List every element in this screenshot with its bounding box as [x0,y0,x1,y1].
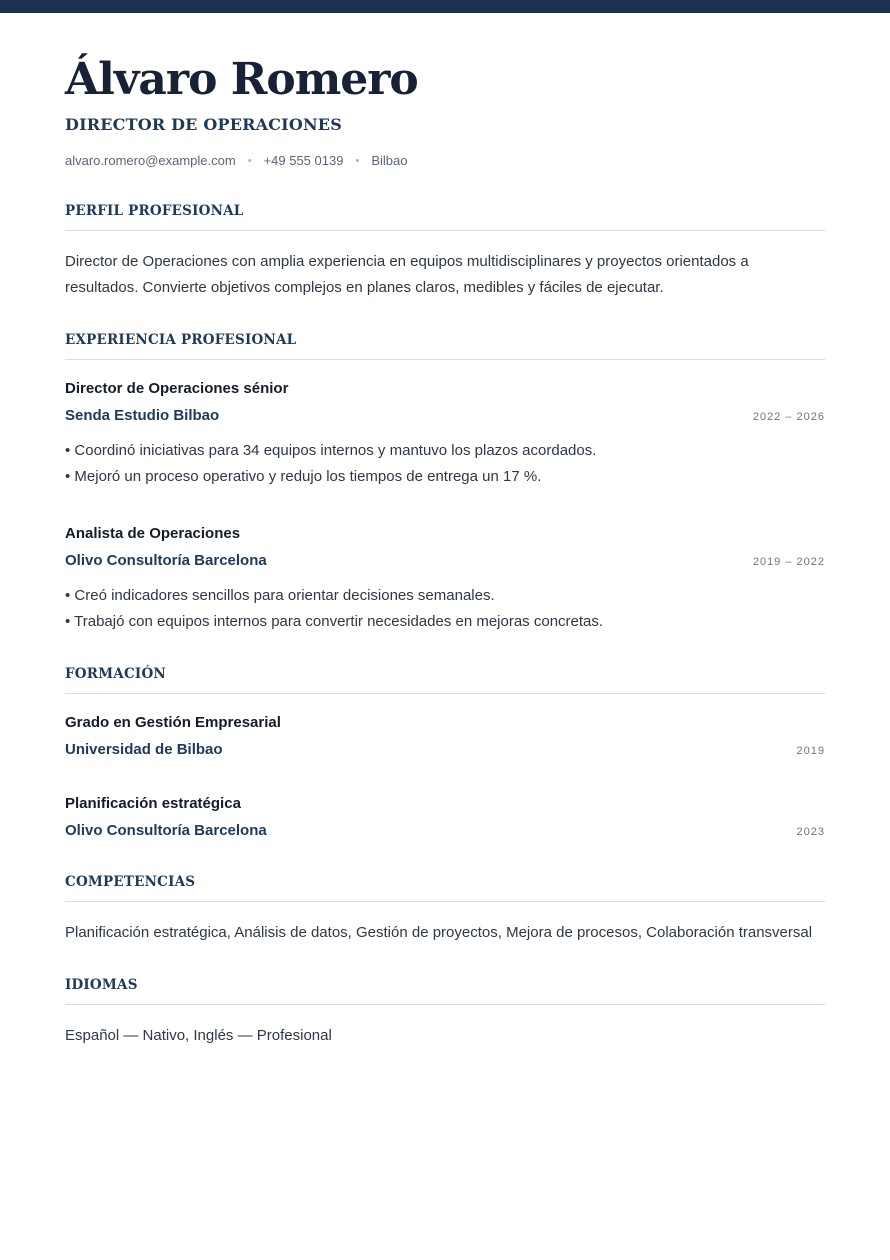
education-degree: Grado en Gestión Empresarial [65,714,281,731]
section-title-experience: EXPERIENCIA PROFESIONAL [65,332,297,348]
section-divider [65,901,825,902]
candidate-name: Álvaro Romero [65,54,418,105]
section-title-education: FORMACIÓN [65,666,166,682]
section-divider [65,1004,825,1005]
experience-company: Senda Estudio Bilbao [65,407,220,424]
experience-bullets [65,583,825,635]
contact-separator: • [355,154,360,167]
section-divider [65,230,825,231]
section-title-skills: COMPETENCIAS [65,874,196,890]
languages-list: Español — Nativo, Inglés — Profesional [65,1027,332,1044]
experience-position: Analista de Operaciones [65,525,241,542]
experience-company: Olivo Consultoría Barcelona [65,552,267,569]
section-title-languages: IDIOMAS [65,977,138,993]
top-accent-bar [0,0,890,13]
education-institution: Olivo Consultoría Barcelona [65,822,267,839]
education-year: 2023 [796,826,825,838]
contact-phone[interactable]: +49 555 0139 [263,153,344,168]
profile-summary: Director de Operaciones con amplia experiencia en equipos multidisciplinares y proyectos orientados a resultados. Convierte objetivos complejos en planes claros, medibles y fáciles de ejecutar. [65,253,749,296]
education-institution: Universidad de Bilbao [65,741,223,758]
experience-bullet: • Trabajó con equipos internos para convertir necesidades en mejoras concretas. [65,613,604,630]
education-degree: Planificación estratégica [65,795,241,812]
experience-bullet: • Creó indicadores sencillos para orientar decisiones semanales. [65,587,495,604]
experience-dates: 2022 – 2026 [752,411,825,423]
experience-position: Director de Operaciones sénior [65,380,289,397]
candidate-role: DIRECTOR DE OPERACIONES [65,115,342,134]
contact-separator: • [247,154,252,167]
experience-bullets [65,438,825,490]
contact-line [65,153,407,168]
section-divider [65,359,825,360]
experience-bullet: • Mejoró un proceso operativo y redujo los tiempos de entrega un 17 %. [65,468,542,485]
section-title-profile: PERFIL PROFESIONAL [65,203,244,219]
section-divider [65,693,825,694]
experience-dates: 2019 – 2022 [752,556,825,568]
contact-city: Bilbao [371,153,408,168]
skills-list: Planificación estratégica, Análisis de datos, Gestión de proyectos, Mejora de procesos, Colaboración transversal [65,924,813,941]
education-year: 2019 [796,745,825,757]
contact-email[interactable]: alvaro.romero@example.com [65,153,236,168]
experience-bullet: • Coordinó iniciativas para 34 equipos internos y mantuvo los plazos acordados. [65,442,597,459]
